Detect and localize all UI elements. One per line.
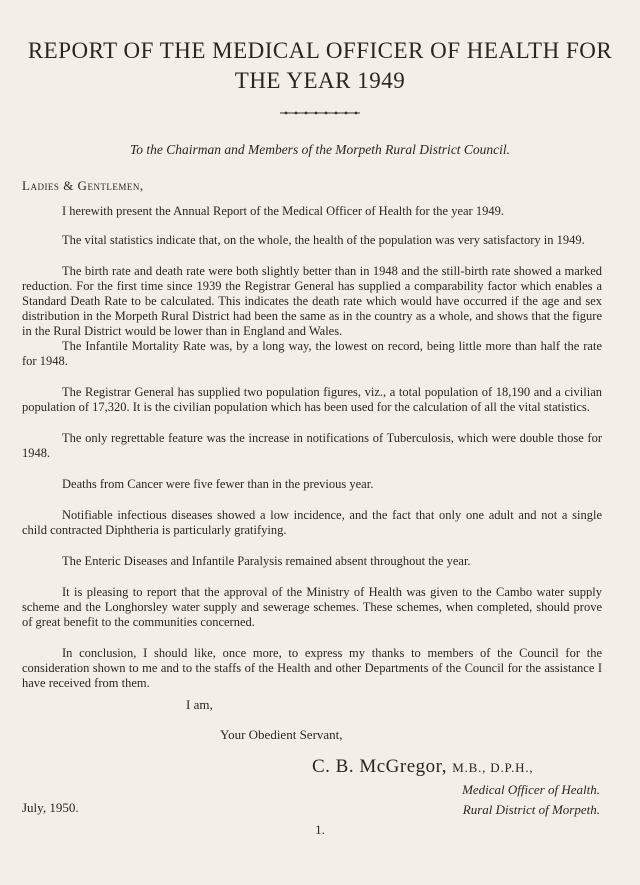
signature-block: [312, 756, 533, 778]
paragraph-tuberculosis: The only regrettable feature was the increase in notifications of Tuberculosis, which were double those for 1948.: [22, 431, 602, 460]
report-title-line1: REPORT OF THE MEDICAL OFFICER OF HEALTH FOR: [27, 38, 613, 63]
signatory-title-line1: Medical Officer of Health.: [462, 782, 600, 797]
report-title-line2: THE YEAR 1949: [234, 68, 406, 93]
paragraph-vital-statistics: The vital statistics indicate that, on the whole, the health of the population was very satisfactory in 1949.: [62, 233, 585, 247]
paragraph-water-schemes: It is pleasing to report that the approval of the Ministry of Health was given to the Cambo water supply scheme and the Longhorsley water supply and sewerage schemes. These schemes, when completed, should prove of great benefit to the communities concerned.: [22, 585, 602, 629]
paragraph-enteric-diseases: The Enteric Diseases and Infantile Paralysis remained absent throughout the year.: [62, 554, 471, 568]
paragraph-population: The Registrar General has supplied two population figures, viz., a total population of 18,190 and a civilian population of 17,320. It is the civilian population which has been used for the calculation of all the vital statistics.: [22, 385, 602, 414]
paragraph-cancer: Deaths from Cancer were five fewer than in the previous year.: [62, 477, 374, 491]
salutation: Ladies & Gentlemen,: [22, 178, 144, 193]
signatory-qualifications: M.B., D.P.H.,: [452, 760, 534, 775]
paragraph-infectious-diseases: Notifiable infectious diseases showed a low incidence, and the fact that only one adult and not a single child contracted Diphtheria is particularly gratifying.: [22, 508, 602, 537]
ornamental-divider: [0, 110, 640, 118]
report-body: [22, 204, 602, 691]
closing-servant: Your Obedient Servant,: [220, 727, 343, 742]
addressee-line: To the Chairman and Members of the Morpeth Rural District Council.: [129, 142, 511, 157]
closing-i-am: I am,: [186, 697, 213, 712]
page-number: 1.: [315, 822, 325, 837]
signatory-name: C. B. McGregor,: [312, 756, 447, 777]
signatory-title-line2: Rural District of Morpeth.: [462, 802, 600, 817]
paragraph-conclusion: In conclusion, I should like, once more, to express my thanks to members of the Council for the consideration shown to me and to the staffs of the Health and other Departments of the Council for the assistance I have received from them.: [22, 646, 602, 690]
report-title: [0, 36, 640, 96]
report-date: July, 1950.: [22, 800, 79, 815]
ornament-icon: [280, 110, 360, 116]
paragraph-infantile-mortality: The Infantile Mortality Rate was, by a long way, the lowest on record, being little more than half the rate for 1948.: [22, 339, 602, 368]
paragraph-birth-death-rates: The birth rate and death rate were both slightly better than in 1948 and the still-birth rate showed a marked reduction. For the first time since 1939 the Registrar General has supplied a comparability factor which enables a Standard Death Rate to be calculated. This indicates the death rate which would have occurred if the age and sex distribution in the Morpeth Rural District had been the same as in the country as a whole, and shows that the figure in the Rural District would be lower than in England and Wales.: [22, 264, 602, 338]
signatory-title: [462, 780, 600, 820]
paragraph-intro: I herewith present the Annual Report of the Medical Officer of Health for the year 1949.: [62, 204, 504, 218]
